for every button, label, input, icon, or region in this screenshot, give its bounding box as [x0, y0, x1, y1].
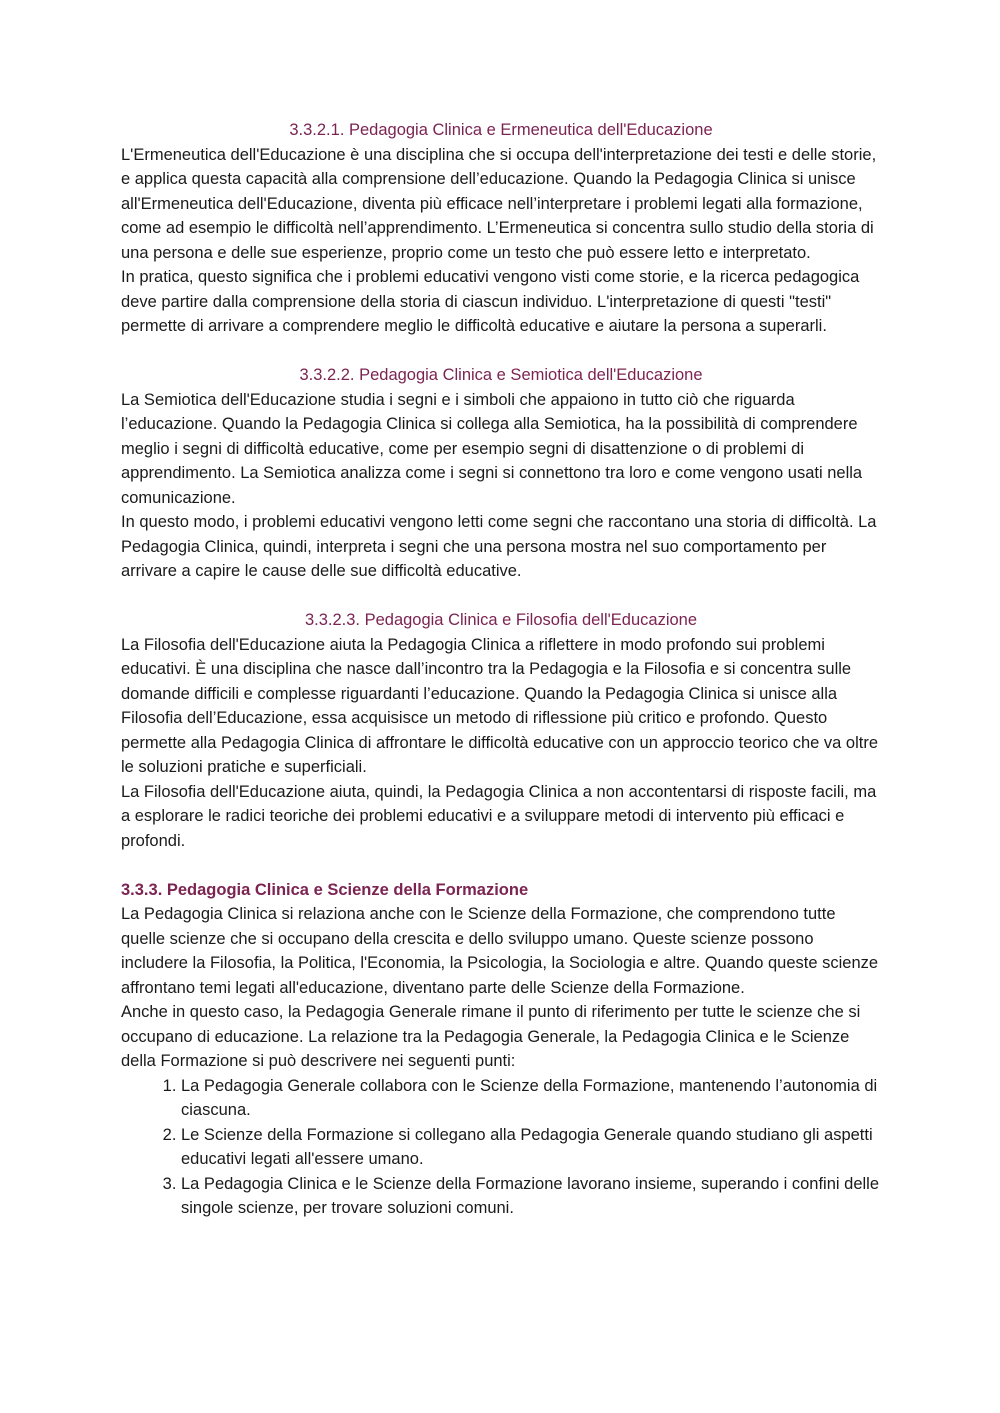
list-item: 3. La Pedagogia Clinica e le Scienze della Formazione lavorano insieme, superando i confini delle singole scienze, per trovare soluzioni comuni. — [181, 1172, 881, 1221]
section-semiotica — [121, 363, 881, 584]
list-item: 2. Le Scienze della Formazione si collegano alla Pedagogia Generale quando studiano gli aspetti educativi legati all'essere umano. — [181, 1123, 881, 1172]
paragraph: La Semiotica dell'Educazione studia i segni e i simboli che appaiono in tutto ciò che riguarda l’educazione. Quando la Pedagogia Clinica si collega alla Semiotica, ha la possibilità di comprendere meglio i segni di difficoltà educative, come per esempio segni di disattenzione o di problemi di apprendimento. La Semiotica analizza come i segni si connettono tra loro e come vengono usati nella comunicazione. — [121, 390, 863, 507]
spacer — [121, 339, 881, 364]
paragraph: L'Ermeneutica dell'Educazione è una disciplina che si occupa dell'interpretazione dei testi e delle storie, e applica questa capacità alla comprensione dell’educazione. Quando la Pedagogia Clinica si unisce all'Ermeneutica dell'Educazione, diventa più efficace nell’interpretare i problemi legati alla formazione, come ad esempio le difficoltà nell’apprendimento. L’Ermeneutica si concentra sullo studio della storia di una persona e delle sue esperienze, proprio come un testo che può essere letto e interpretato. — [121, 145, 877, 262]
document-page — [121, 118, 881, 1221]
section-filosofia — [121, 608, 881, 853]
paragraph: In pratica, questo significa che i problemi educativi vengono visti come storie, e la ricerca pedagogica deve partire dalla comprensione della storia di ciascun individuo. L'interpretazione di questi "testi" permette di arrivare a comprendere meglio le difficoltà educative e aiutare la persona a superarli. — [121, 268, 860, 335]
paragraph: Anche in questo caso, la Pedagogia Generale rimane il punto di riferimento per tutte le scienze che si occupano di educazione. La relazione tra la Pedagogia Generale, la Pedagogia Clinica e le Scienze della Formazione si può descrivere nei seguenti punti: — [121, 1003, 861, 1070]
spacer — [121, 584, 881, 609]
section-heading: 3.3.2.1. Pedagogia Clinica e Ermeneutica dell'Educazione — [289, 121, 713, 139]
section-heading: 3.3.3. Pedagogia Clinica e Scienze della Formazione — [121, 880, 529, 899]
numbered-list — [121, 1074, 881, 1221]
paragraph: La Filosofia dell'Educazione aiuta, quindi, la Pedagogia Clinica a non accontentarsi di risposte facili, ma a esplorare le radici teoriche dei problemi educativi e a sviluppare metodi di intervento più efficaci e profondi. — [121, 782, 877, 850]
spacer — [121, 853, 881, 878]
section-heading: 3.3.2.2. Pedagogia Clinica e Semiotica dell'Educazione — [299, 366, 703, 384]
section-ermeneutica — [121, 118, 881, 339]
list-item: 1. La Pedagogia Generale collabora con le Scienze della Formazione, mantenendo l’autonomia di ciascuna. — [181, 1074, 881, 1123]
paragraph: La Pedagogia Clinica si relaziona anche con le Scienze della Formazione, che comprendono tutte quelle scienze che si occupano della crescita e dello sviluppo umano. Queste scienze possono includere la Filosofia, la Politica, l'Economia, la Psicologia, la Sociologia e altre. Quando queste scienze affrontano temi legati all'educazione, diventano parte delle Scienze della Formazione. — [121, 905, 879, 997]
paragraph: La Filosofia dell'Educazione aiuta la Pedagogia Clinica a riflettere in modo profondo sui problemi educativi. È una disciplina che nasce dall’incontro tra la Pedagogia e la Filosofia e si concentra sulle domande difficili e complesse riguardanti l’educazione. Quando la Pedagogia Clinica si unisce alla Filosofia dell’Educazione, essa acquisisce un metodo di riflessione più critico e profondo. Questo permette alla Pedagogia Clinica di affrontare le difficoltà educative con un approccio teorico che va oltre le soluzioni pratiche e superficiali. — [121, 635, 879, 776]
section-heading: 3.3.2.3. Pedagogia Clinica e Filosofia dell'Educazione — [304, 611, 698, 629]
paragraph: In questo modo, i problemi educativi vengono letti come segni che raccontano una storia di difficoltà. La Pedagogia Clinica, quindi, interpreta i segni che una persona mostra nel suo comportamento per arrivare a capire le cause delle sue difficoltà educative. — [121, 513, 877, 580]
section-scienze-formazione — [121, 878, 881, 1221]
